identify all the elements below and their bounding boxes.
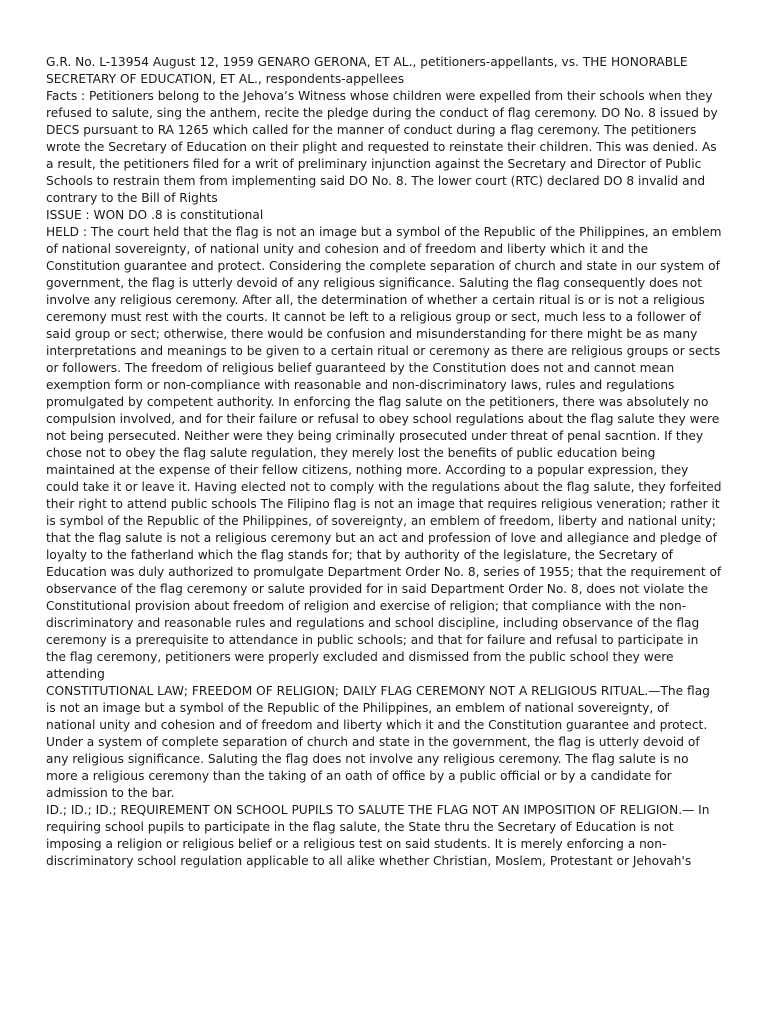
facts-paragraph: Facts : Petitioners belong to the Jehova’s Witness whose children were expelled from their schools when they refused to salute, sing the anthem, recite the pledge during the conduct of flag ceremony. DO No. 8 issued by DECS pursuant to RA 1265 which called for the manner of conduct during a flag ceremony. The petitioners wrote the Secretary of Education on their plight and requested to reinstate their children. This was denied. As a result, the petitioners filed for a writ of preliminary injunction against the Secretary and Director of Public Schools to restrain them from implementing said DO No. 8. The lower court (RTC) declared DO 8 invalid and contrary to the Bill of Rights xyxy=(46,89,718,205)
syllabus-paragraph-2: ID.; ID.; ID.; REQUIREMENT ON SCHOOL PUPILS TO SALUTE THE FLAG NOT AN IMPOSITION OF RELIGION.— In requiring school pupils to participate in the flag salute, the State thru the Secretary of Education is not imposing a religion or religious belief or a religious test on said students. It is merely enforcing a non-discriminatory school regulation applicable to all alike whether Christian, Moslem, Protestant or Jehovah's xyxy=(46,803,710,868)
case-title: G.R. No. L-13954 August 12, 1959 GENARO GERONA, ET AL., petitioners-appellants, vs. THE HONORABLE SECRETARY OF EDUCATION, ET AL., respondents-appellees xyxy=(46,55,688,86)
held-paragraph: HELD : The court held that the flag is not an image but a symbol of the Republic of the Philippines, an emblem of national sovereignty, of national unity and cohesion and of freedom and liberty which it and the Constitution guarantee and protect. Considering the complete separation of church and state in our system of government, the flag is utterly devoid of any religious significance. Saluting the flag consequently does not involve any religious ceremony. After all, the determination of whether a certain ritual is or is not a religious ceremony must rest with the courts. It cannot be left to a religious group or sect, much less to a follower of said group or sect; otherwise, there would be confusion and misunderstanding for there might be as many interpretations and meanings to be given to a certain ritual or ceremony as there are religious groups or sects or followers. The freedom of religious belief guaranteed by the Constitution does not and cannot mean exemption form or non-compliance with reasonable and non-discriminatory laws, rules and regulations promulgated by competent authority. In enforcing the flag salute on the petitioners, there was absolutely no compulsion involved, and for their failure or refusal to obey school regulations about the flag salute they were not being persecuted. Neither were they being criminally prosecuted under threat of penal sacntion. If they chose not to obey the flag salute regulation, they merely lost the benefits of public education being maintained at the expense of their fellow citizens, nothing more. According to a popular expression, they could take it or leave it. Having elected not to comply with the regulations about the flag salute, they forfeited their right to attend public schools The Filipino flag is not an image that requires religious veneration; rather it is symbol of the Republic of the Philippines, of sovereignty, an emblem of freedom, liberty and national unity; that the flag salute is not a religious ceremony but an act and profession of love and allegiance and pledge of loyalty to the fatherland which the flag stands for; that by authority of the legislature, the Secretary of Education was duly authorized to promulgate Department Order No. 8, series of 1955; that the requirement of observance of the flag ceremony or salute provided for in said Department Order No. 8, does not violate the Constitutional provision about freedom of religion and exercise of religion; that compliance with the non-discriminatory and reasonable rules and regulations and school discipline, including observance of the flag ceremony is a prerequisite to attendance in public schools; and that for failure and refusal to participate in the flag ceremony, petitioners were properly excluded and dismissed from the public school they were attending xyxy=(46,225,722,681)
issue-paragraph: ISSUE : WON DO .8 is constitutional xyxy=(46,208,264,222)
syllabus-paragraph-1: CONSTITUTIONAL LAW; FREEDOM OF RELIGION; DAILY FLAG CEREMONY NOT A RELIGIOUS RITUAL.—The flag is not an image but a symbol of the Republic of the Philippines, an emblem of national sovereignty, of national unity and cohesion and of freedom and liberty which it and the Constitution guarantee and protect. Under a system of complete separation of church and state in the government, the flag is utterly devoid of any religious significance. Saluting the flag does not involve any religious ceremony. The flag salute is no more a religious ceremony than the taking of an oath of office by a public official or by a candidate for admission to the bar. xyxy=(46,684,710,800)
document-page xyxy=(46,54,722,870)
